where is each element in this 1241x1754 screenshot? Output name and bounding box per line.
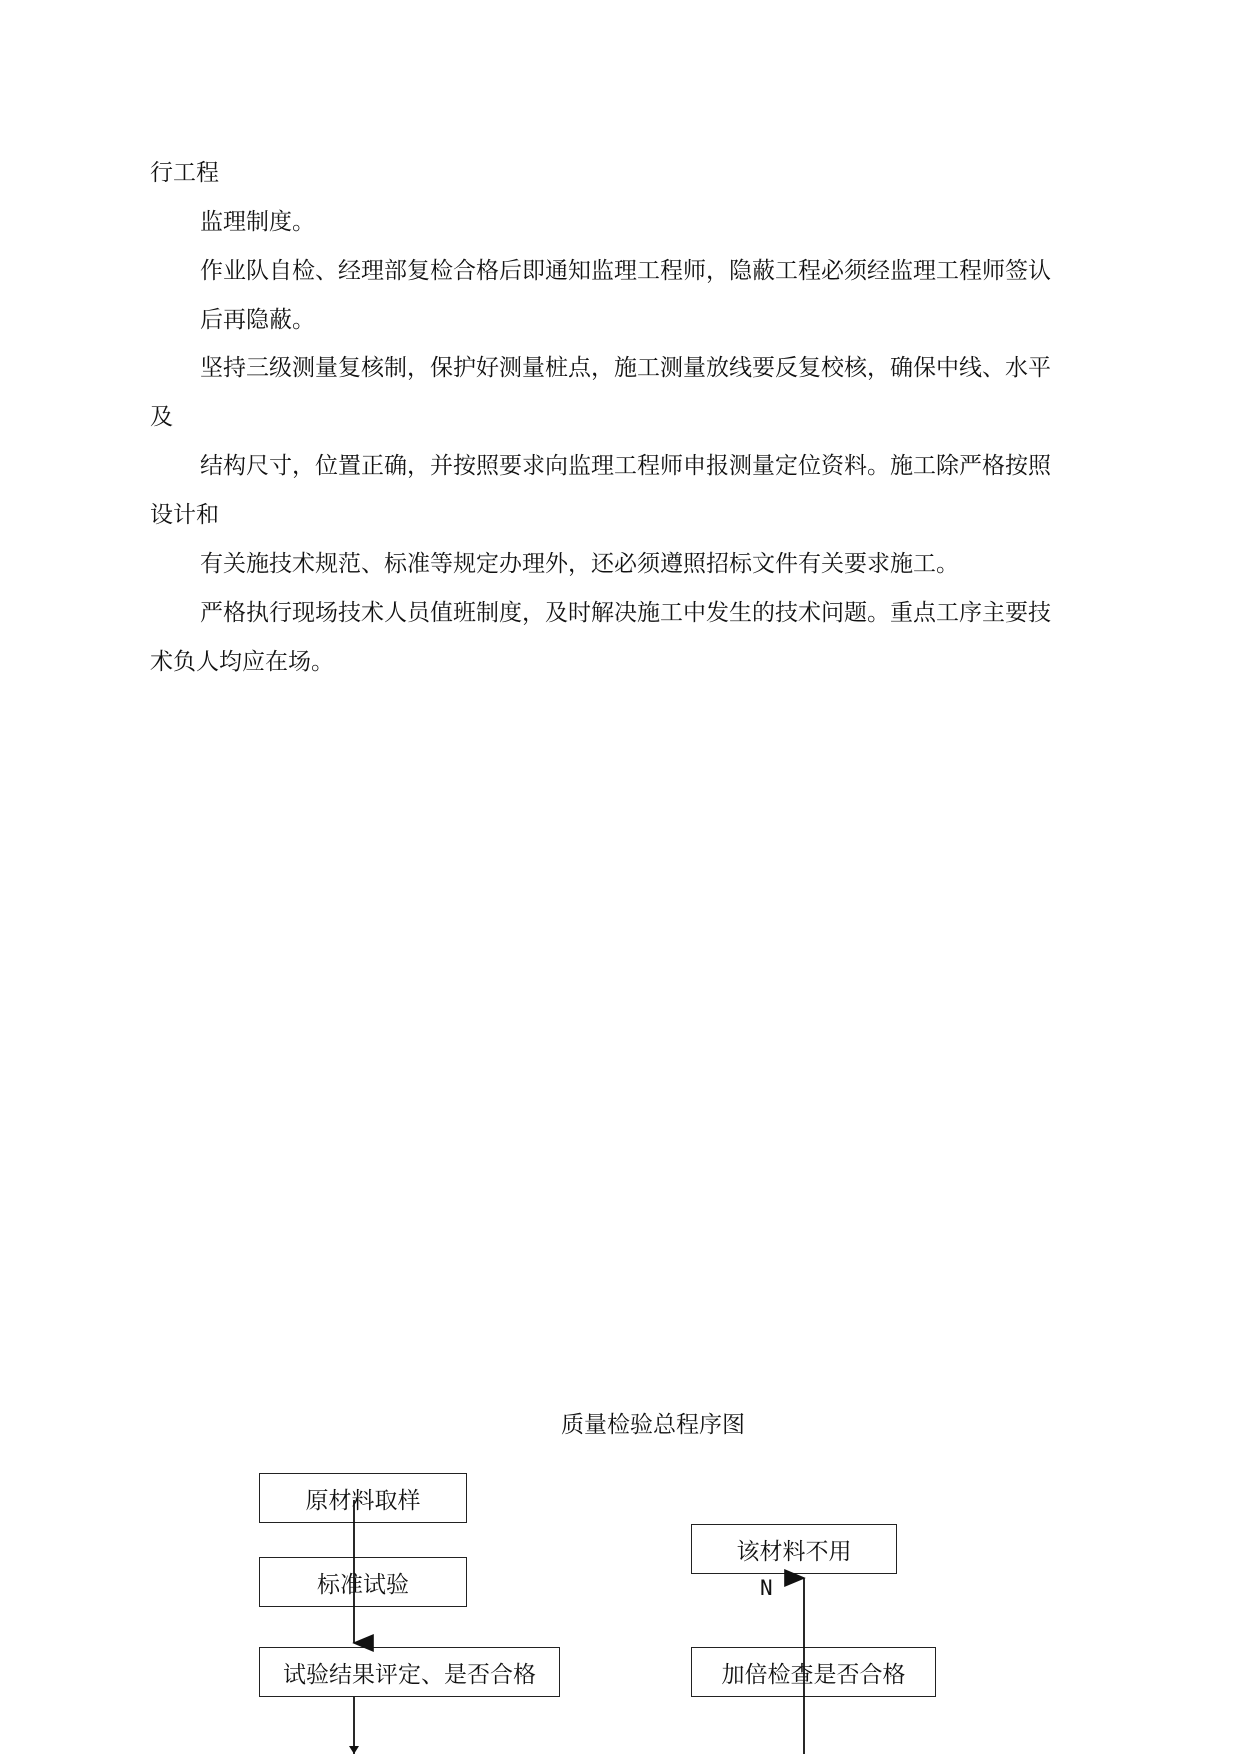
text-line-3: 作业队自检、经理部复检合格后即通知监理工程师，隐蔽工程必须经监理工程师签认 [200, 258, 1051, 284]
text-line-8: 设计和 [150, 502, 219, 528]
flowchart-title: 质量检验总程序图 [561, 1412, 745, 1438]
text-line-9: 有关施技术规范、标准等规定办理外，还必须遵照招标文件有关要求施工。 [200, 551, 959, 577]
text-line-5: 坚持三级测量复核制，保护好测量桩点，施工测量放线要反复校核，确保中线、水平 [200, 355, 1051, 381]
not-use-box: 该材料不用 [691, 1524, 897, 1574]
text-line-6: 及 [150, 404, 173, 430]
double-check-box: 加倍检查是否合格 [691, 1647, 936, 1697]
evaluate-box: 试验结果评定、是否合格 [259, 1647, 560, 1697]
text-line-2: 监理制度。 [200, 209, 315, 235]
text-line-10: 严格执行现场技术人员值班制度，及时解决施工中发生的技术问题。重点工序主要技 [200, 600, 1051, 626]
sampling-box: 原材料取样 [259, 1473, 467, 1523]
text-line-1: 行工程 [150, 160, 219, 186]
edge-label-n: N [760, 1576, 773, 1600]
text-line-11: 术负人均应在场。 [150, 649, 334, 675]
arrow-evaluate-down-head [349, 1746, 359, 1754]
text-line-7: 结构尺寸，位置正确，并按照要求向监理工程师申报测量定位资料。施工除严格按照 [200, 453, 1051, 479]
text-line-4: 后再隐蔽。 [200, 307, 315, 333]
standard-test-box: 标准试验 [259, 1557, 467, 1607]
